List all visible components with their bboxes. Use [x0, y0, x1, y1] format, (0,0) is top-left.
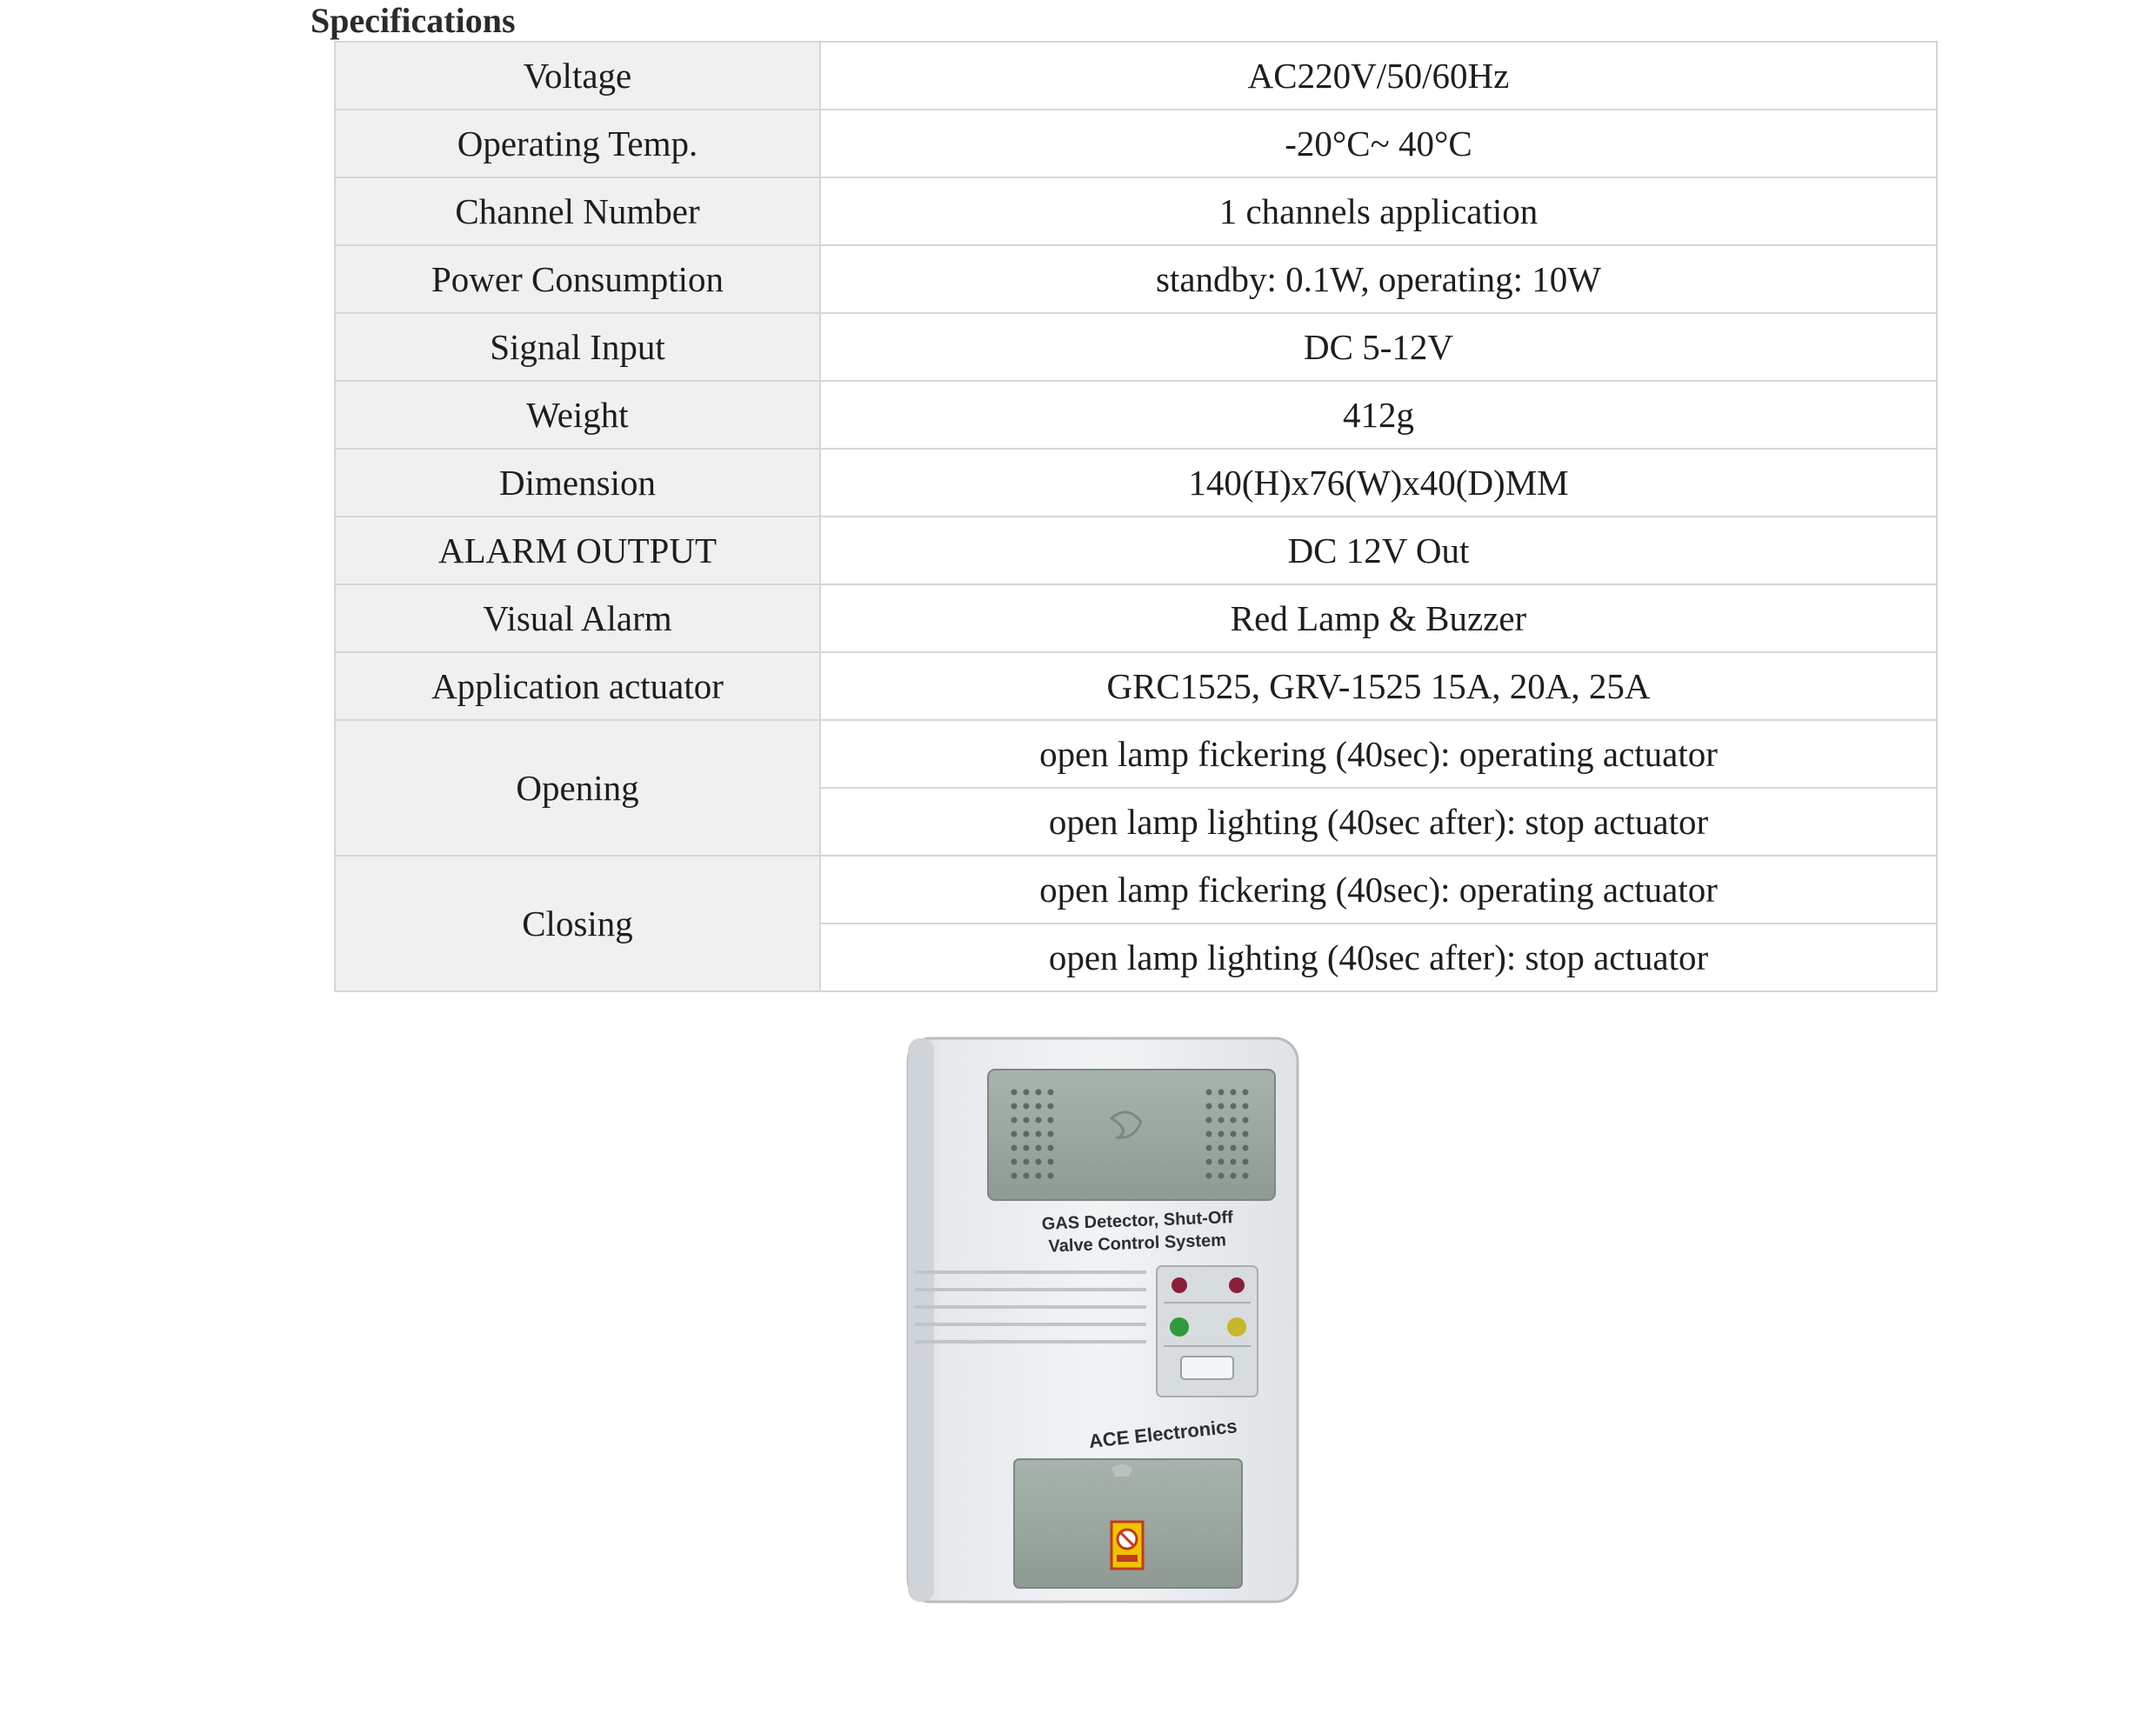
spec-value: open lamp lighting (40sec after): stop actuator [820, 788, 1937, 856]
table-row [335, 313, 1937, 381]
device-title-line1: GAS Detector, Shut-Off [1041, 1208, 1234, 1234]
table-row [335, 856, 1937, 924]
table-row [335, 381, 1937, 449]
reset-switch [1181, 1357, 1233, 1379]
spec-value: Red Lamp & Buzzer [820, 584, 1937, 652]
spec-value: 140(H)x76(W)x40(D)MM [820, 449, 1937, 517]
spec-label: Visual Alarm [335, 584, 820, 652]
table-row [335, 245, 1937, 313]
spec-label: Channel Number [335, 177, 820, 245]
spec-value: open lamp lighting (40sec after): stop actuator [820, 924, 1937, 991]
spec-value: 1 channels application [820, 177, 1937, 245]
spec-value: -20°C~ 40°C [820, 110, 1937, 177]
table-row [335, 652, 1937, 720]
red-led-icon [1171, 1277, 1187, 1293]
spec-label: Operating Temp. [335, 110, 820, 177]
specifications-table [334, 41, 1938, 992]
table-row [335, 720, 1937, 788]
spec-label-closing: Closing [335, 856, 820, 991]
spec-value: AC220V/50/60Hz [820, 42, 1937, 110]
page-title: Specifications [310, 1, 516, 40]
table-row [335, 584, 1937, 652]
spec-value: open lamp fickering (40sec): operating actuator [820, 856, 1937, 924]
device-title-line2: Valve Control System [1048, 1230, 1227, 1257]
cover-tab [1111, 1464, 1132, 1477]
spec-value: standby: 0.1W, operating: 10W [820, 245, 1937, 313]
spec-value: GRC1525, GRV-1525 15A, 20A, 25A [820, 652, 1937, 720]
housing-side-edge [908, 1038, 934, 1602]
spec-label: ALARM OUTPUT [335, 517, 820, 584]
spec-label: Dimension [335, 449, 820, 517]
spec-label: Weight [335, 381, 820, 449]
gas-detector-illustration [903, 1033, 1303, 1607]
table-row [335, 42, 1937, 110]
spec-value: 412g [820, 381, 1937, 449]
spec-label: Voltage [335, 42, 820, 110]
spec-label: Signal Input [335, 313, 820, 381]
spec-value: DC 12V Out [820, 517, 1937, 584]
spec-label: Power Consumption [335, 245, 820, 313]
spec-label-opening: Opening [335, 720, 820, 856]
table-row [335, 177, 1937, 245]
red-led-icon [1229, 1277, 1245, 1293]
spec-label: Application actuator [335, 652, 820, 720]
spec-value: open lamp fickering (40sec): operating actuator [820, 720, 1937, 788]
yellow-led-icon [1227, 1317, 1246, 1337]
spec-value: DC 5-12V [820, 313, 1937, 381]
green-led-icon [1170, 1317, 1189, 1337]
table-row [335, 517, 1937, 584]
product-photo [903, 1033, 1303, 1607]
brand-label: ACE Electronics [1087, 1415, 1238, 1452]
table-row [335, 449, 1937, 517]
table-row [335, 110, 1937, 177]
